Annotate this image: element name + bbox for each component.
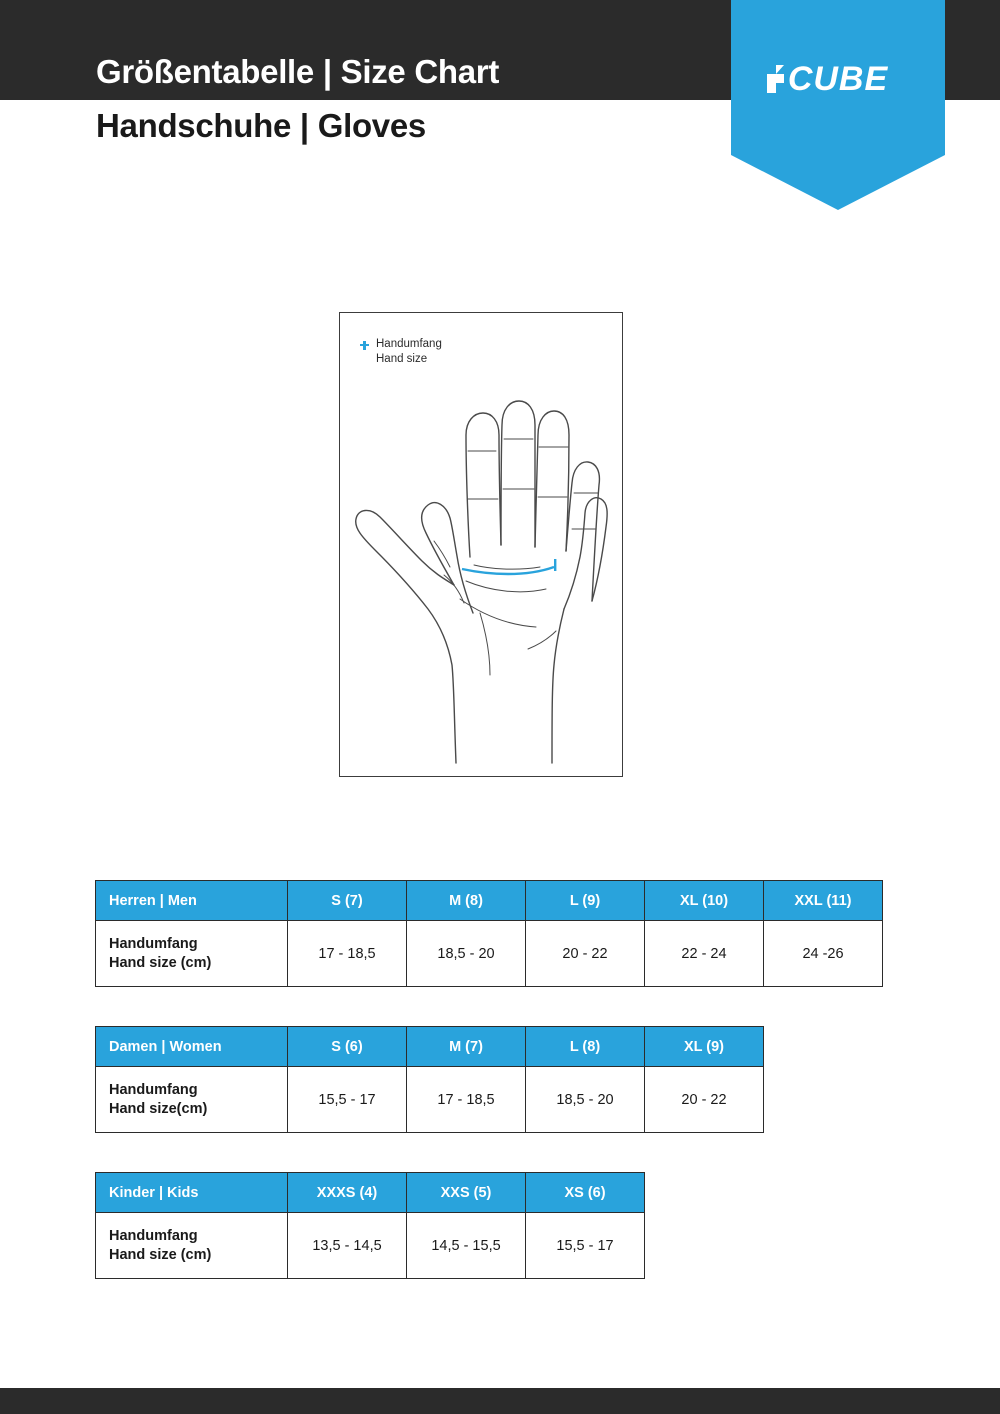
table-men-title: Herren | Men: [96, 881, 288, 921]
page-title: Größentabelle | Size Chart: [96, 53, 500, 90]
measure-label-de: Handumfang: [109, 935, 198, 952]
size-table-men: [95, 880, 883, 987]
table-kids-title: Kinder | Kids: [96, 1173, 288, 1213]
size-table-women: [95, 1026, 764, 1133]
page-subtitle: Handschuhe | Gloves: [96, 107, 426, 144]
measure-label-en: Hand size (cm): [109, 954, 212, 971]
table-women-measure-label: [96, 1067, 288, 1133]
legend-label-de: Handumfang: [376, 338, 442, 350]
table-men-value-3: 22 - 24: [645, 921, 764, 987]
page-subtitle-wrap: [96, 104, 736, 148]
brand-logo-banner: [731, 0, 945, 210]
table-women-value-1: 17 - 18,5: [407, 1067, 526, 1133]
table-women-col-2: L (8): [526, 1027, 645, 1067]
table-women-value-0: 15,5 - 17: [288, 1067, 407, 1133]
hand-circumference-measure-line: [462, 559, 556, 574]
table-kids-col-2: XS (6): [526, 1173, 645, 1213]
table-women-value-3: 20 - 22: [645, 1067, 764, 1133]
table-men-col-1: M (8): [407, 881, 526, 921]
measure-label-en: Hand size (cm): [109, 1246, 212, 1263]
table-row: [96, 1067, 764, 1133]
hand-outline-drawing: [340, 313, 624, 778]
table-women-title: Damen | Women: [96, 1027, 288, 1067]
table-header-row: [96, 881, 883, 921]
header-titles: [96, 52, 736, 92]
size-table-kids: [95, 1172, 645, 1279]
table-kids-measure-label: [96, 1213, 288, 1279]
table-men-col-0: S (7): [288, 881, 407, 921]
table-men-value-2: 20 - 22: [526, 921, 645, 987]
table-men-value-4: 24 -26: [764, 921, 883, 987]
legend-label-en: Hand size: [376, 353, 428, 365]
table-kids-value-2: 15,5 - 17: [526, 1213, 645, 1279]
table-women-col-0: S (6): [288, 1027, 407, 1067]
table-men-value-0: 17 - 18,5: [288, 921, 407, 987]
table-kids-col-0: XXXS (4): [288, 1173, 407, 1213]
table-women-value-2: 18,5 - 20: [526, 1067, 645, 1133]
table-men-col-4: XXL (11): [764, 881, 883, 921]
table-header-row: [96, 1027, 764, 1067]
table-kids-value-0: 13,5 - 14,5: [288, 1213, 407, 1279]
brand-wordmark: CUBE: [787, 60, 889, 98]
measure-label-de: Handumfang: [109, 1081, 198, 1098]
table-men-measure-label: [96, 921, 288, 987]
table-women-col-3: XL (9): [645, 1027, 764, 1067]
table-men-col-3: XL (10): [645, 881, 764, 921]
table-header-row: [96, 1173, 645, 1213]
table-kids-value-1: 14,5 - 15,5: [407, 1213, 526, 1279]
table-kids-col-1: XXS (5): [407, 1173, 526, 1213]
table-men-value-1: 18,5 - 20: [407, 921, 526, 987]
hand-measure-illustration: [339, 312, 623, 777]
measure-label-en: Hand size(cm): [109, 1100, 208, 1117]
page-footer-bar: [0, 1388, 1000, 1414]
table-row: [96, 1213, 645, 1279]
table-men-col-2: L (9): [526, 881, 645, 921]
table-women-col-1: M (7): [407, 1027, 526, 1067]
measure-label-de: Handumfang: [109, 1227, 198, 1244]
ribbon-shape: [731, 0, 945, 210]
table-row: [96, 921, 883, 987]
